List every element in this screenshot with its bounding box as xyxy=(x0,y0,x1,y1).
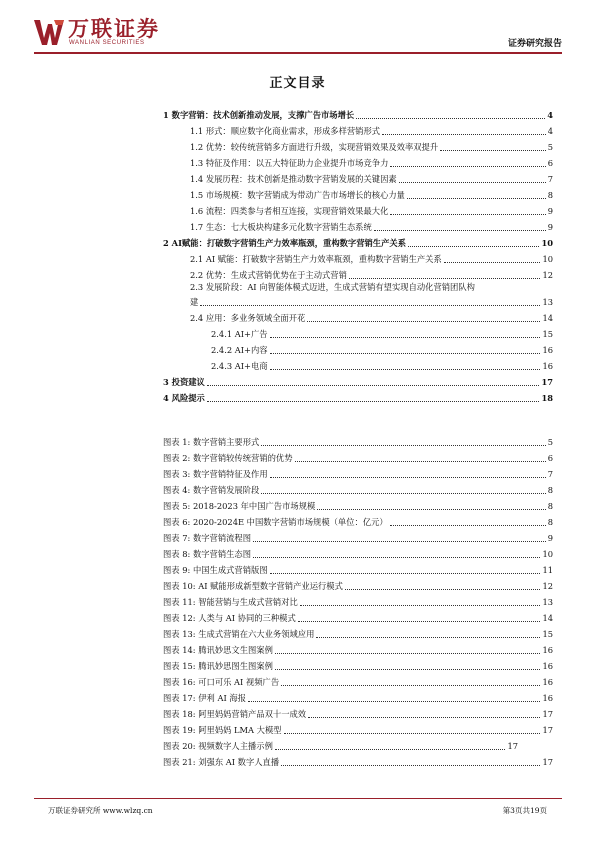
figure-item-page: 8 xyxy=(547,501,553,511)
toc-item-label: 2.4.1 AI+广告 xyxy=(211,329,268,339)
toc-leader xyxy=(356,118,545,119)
figure-item-page: 13 xyxy=(542,597,553,607)
toc-item-page: 17 xyxy=(541,377,553,387)
toc-item[interactable] xyxy=(163,393,553,404)
figure-list-item[interactable] xyxy=(163,709,553,720)
toc-item-label-line1: 2.3 发展阶段：AI 向智能体模式迈进，生成式营销有望实现自动化营销团队构 xyxy=(190,282,475,292)
figure-item-label: 图表 8: 数字营销生态图 xyxy=(163,549,252,559)
toc-item-page: 10 xyxy=(541,238,553,248)
toc-item-page: 14 xyxy=(542,313,553,323)
logo-english-text: WANLIAN SECURITIES xyxy=(69,40,145,46)
figure-leader xyxy=(275,669,541,670)
figure-list-item[interactable] xyxy=(163,661,553,672)
figure-leader xyxy=(275,749,506,750)
figure-leader xyxy=(270,477,546,478)
toc-item-label: 3 投资建议 xyxy=(163,377,205,387)
figure-item-page: 8 xyxy=(547,517,553,527)
toc-item-label: 2.4.3 AI+电商 xyxy=(211,361,268,371)
figure-leader xyxy=(253,541,546,542)
toc-item-label: 2.4.2 AI+内容 xyxy=(211,345,268,355)
toc-item-page: 15 xyxy=(542,329,553,339)
figure-leader xyxy=(281,685,540,686)
figure-item-label: 图表 3: 数字营销特征及作用 xyxy=(163,469,268,479)
toc-item-page: 8 xyxy=(547,190,553,200)
toc-item[interactable] xyxy=(163,377,553,388)
figure-item-page: 11 xyxy=(542,565,553,575)
toc-item-label: 4 风险提示 xyxy=(163,393,205,403)
toc-item-label: 1 数字营销：技术创新推动发展，支撑广告市场增长 xyxy=(163,110,355,120)
figure-list-item[interactable] xyxy=(163,485,553,496)
toc-item-label: 1.6 流程：四类参与者相互连接，实现营销效果最大化 xyxy=(190,206,389,216)
toc-item-page: 18 xyxy=(541,393,553,403)
figure-list-item[interactable] xyxy=(163,757,553,768)
toc-item-label: 1.1 形式：顺应数字化商业需求，形成多样营销形式 xyxy=(190,126,381,136)
toc-item-label: 2.1 AI 赋能：打破数字营销生产力效率瓶颈，重构数字营销生产关系 xyxy=(190,254,442,264)
figure-list-item[interactable] xyxy=(163,613,553,624)
figure-item-page: 7 xyxy=(547,469,553,479)
figure-item-page: 17 xyxy=(507,741,518,751)
toc-item-page: 9 xyxy=(547,222,553,232)
figure-leader xyxy=(281,765,540,766)
figure-leader xyxy=(317,509,545,510)
toc-item[interactable] xyxy=(163,110,553,121)
figure-item-page: 14 xyxy=(542,613,553,623)
figure-item-label: 图表 16: 可口可乐 AI 视频广告 xyxy=(163,677,280,687)
toc-item[interactable] xyxy=(190,297,553,308)
toc-item-label: 2.2 优势：生成式营销优势在于主动式营销 xyxy=(190,270,347,280)
figure-item-label: 图表 9: 中国生成式营销版图 xyxy=(163,565,268,575)
report-type-label: 证券研究报告 xyxy=(507,39,562,49)
toc-item[interactable] xyxy=(163,238,553,249)
toc-item[interactable] xyxy=(190,222,553,233)
figure-list-item[interactable] xyxy=(163,501,553,512)
toc-leader xyxy=(270,369,541,370)
figure-item-page: 12 xyxy=(542,581,553,591)
toc-leader xyxy=(408,246,539,247)
figure-list-item[interactable] xyxy=(163,645,553,656)
figure-item-label: 图表 19: 阿里妈妈 LMA 大模型 xyxy=(163,725,282,735)
figure-list-item[interactable] xyxy=(163,581,553,592)
toc-leader xyxy=(440,150,546,151)
figure-list-item[interactable] xyxy=(163,597,553,608)
figure-item-label: 图表 6: 2020-2024E 中国数字营销市场规模（单位：亿元） xyxy=(163,517,388,527)
figure-item-page: 15 xyxy=(542,629,553,639)
toc-item-page: 5 xyxy=(547,142,553,152)
figure-item-page: 16 xyxy=(542,677,553,687)
figure-leader xyxy=(253,557,540,558)
figure-item-label: 图表 5: 2018-2023 年中国广告市场规模 xyxy=(163,501,316,511)
figure-list-item[interactable] xyxy=(163,533,553,544)
figure-item-page: 16 xyxy=(542,645,553,655)
toc-leader xyxy=(390,214,545,215)
toc-leader xyxy=(207,385,540,386)
figure-item-label: 图表 2: 数字营销较传统营销的优势 xyxy=(163,453,293,463)
figure-leader xyxy=(308,717,540,718)
figure-item-page: 6 xyxy=(547,453,553,463)
figure-item-label: 图表 1: 数字营销主要形式 xyxy=(163,437,260,447)
toc-item-label: 1.5 市场规模：数字营销成为带动广告市场增长的核心力量 xyxy=(190,190,405,200)
figure-item-label: 图表 11: 智能营销与生成式营销对比 xyxy=(163,597,298,607)
figure-list-item[interactable] xyxy=(163,677,553,688)
toc-item[interactable] xyxy=(190,126,553,137)
figure-item-label: 图表 7: 数字营销流程图 xyxy=(163,533,252,543)
toc-item-page: 7 xyxy=(547,174,553,184)
toc-item[interactable] xyxy=(211,361,553,372)
toc-item-label: 1.4 发展历程：技术创新是推动数字营销发展的关键因素 xyxy=(190,174,397,184)
figure-item-page: 16 xyxy=(542,693,553,703)
toc-item-label: 2 AI赋能：打破数字营销生产力效率瓶颈，重构数字营销生产关系 xyxy=(163,238,406,248)
toc-item-page: 12 xyxy=(542,270,553,280)
page-number: 第3页共19页 xyxy=(502,806,547,815)
figure-leader xyxy=(270,573,541,574)
figure-item-page: 10 xyxy=(542,549,553,559)
toc-leader xyxy=(399,182,546,183)
toc-item-label: 建 xyxy=(190,297,199,307)
figure-leader xyxy=(300,605,541,606)
toc-item-page: 16 xyxy=(542,361,553,371)
figure-item-page: 17 xyxy=(542,725,553,735)
figure-list-item[interactable] xyxy=(163,437,553,448)
toc-leader xyxy=(307,321,540,322)
figure-list-item[interactable] xyxy=(163,741,518,752)
figure-list-item[interactable] xyxy=(163,565,553,576)
figure-item-label: 图表 15: 腾讯妙思图生图案例 xyxy=(163,661,273,671)
figure-leader xyxy=(284,733,541,734)
figure-item-label: 图表 21: 刘强东 AI 数字人直播 xyxy=(163,757,280,767)
toc-item-page: 4 xyxy=(547,110,553,120)
toc-item[interactable] xyxy=(190,174,553,185)
toc-leader xyxy=(200,305,540,306)
toc-leader xyxy=(444,262,541,263)
page-title: 正文目录 xyxy=(269,76,326,91)
figure-list-item[interactable] xyxy=(163,693,553,704)
figure-item-page: 17 xyxy=(542,709,553,719)
figure-item-page: 5 xyxy=(547,437,553,447)
figure-list-item[interactable] xyxy=(163,517,553,528)
figure-list-item[interactable] xyxy=(163,629,553,640)
toc-leader xyxy=(207,401,540,402)
figure-item-page: 17 xyxy=(542,757,553,767)
toc-item[interactable] xyxy=(190,206,553,217)
figure-item-page: 8 xyxy=(547,485,553,495)
footer-divider xyxy=(34,798,562,799)
figure-item-label: 图表 20: 视频数字人主播示例 xyxy=(163,741,273,751)
figure-leader xyxy=(275,653,541,654)
figure-leader xyxy=(261,445,545,446)
figure-item-page: 9 xyxy=(547,533,553,543)
figure-item-label: 图表 18: 阿里妈妈营销产品双十一成效 xyxy=(163,709,307,719)
toc-item-page: 9 xyxy=(547,206,553,216)
toc-leader xyxy=(270,353,541,354)
logo-chinese-text: 万联证券 xyxy=(68,17,160,41)
toc-item[interactable] xyxy=(211,329,553,340)
wanlian-logo-icon xyxy=(34,18,64,46)
figure-list-item[interactable] xyxy=(163,469,553,480)
toc-item-page: 10 xyxy=(542,254,553,264)
toc-item[interactable] xyxy=(190,270,553,281)
figure-list-item[interactable] xyxy=(163,453,553,464)
toc-item[interactable] xyxy=(211,345,553,356)
toc-item-page: 16 xyxy=(542,345,553,355)
toc-item[interactable] xyxy=(190,190,553,201)
figure-list-item[interactable] xyxy=(163,725,553,736)
toc-item[interactable] xyxy=(190,142,553,153)
figure-item-page: 16 xyxy=(542,661,553,671)
toc-item-label: 1.2 优势：较传统营销多方面进行升级，实现营销效果及效率双提升 xyxy=(190,142,439,152)
toc-item-label: 1.3 特征及作用：以五大特征助力企业提升市场竞争力 xyxy=(190,158,389,168)
toc-leader xyxy=(270,337,541,338)
toc-item-page: 6 xyxy=(547,158,553,168)
toc-item-page: 13 xyxy=(542,297,553,307)
figure-item-label: 图表 13: 生成式营销在六大业务领域应用 xyxy=(163,629,315,639)
toc-leader xyxy=(349,278,541,279)
toc-leader xyxy=(407,198,546,199)
figure-leader xyxy=(390,525,546,526)
figure-item-label: 图表 14: 腾讯妙思文生图案例 xyxy=(163,645,273,655)
toc-item[interactable] xyxy=(190,158,553,169)
toc-item-page: 4 xyxy=(547,126,553,136)
figure-item-label: 图表 4: 数字营销发展阶段 xyxy=(163,485,260,495)
figure-leader xyxy=(316,637,540,638)
footer-source: 万联证券研究所 www.wlzq.cn xyxy=(48,806,153,815)
toc-item-label: 1.7 生态：七大板块构建多元化数字营销生态系统 xyxy=(190,222,372,232)
toc-leader xyxy=(374,230,546,231)
figure-leader xyxy=(248,701,540,702)
figure-item-label: 图表 10: AI 赋能形成新型数字营销产业运行模式 xyxy=(163,581,343,591)
toc-leader xyxy=(382,134,546,135)
page-header xyxy=(34,17,562,49)
toc-item[interactable] xyxy=(190,254,553,265)
header-divider xyxy=(34,52,562,54)
toc-item[interactable] xyxy=(190,313,553,324)
toc-leader xyxy=(390,166,545,167)
figure-leader xyxy=(295,461,546,462)
toc-item-label: 2.4 应用：多业务领域全面开花 xyxy=(190,313,306,323)
figure-leader xyxy=(298,621,541,622)
figure-leader xyxy=(345,589,541,590)
figure-item-label: 图表 17: 伊利 AI 海报 xyxy=(163,693,246,703)
figure-leader xyxy=(261,493,545,494)
figure-list-item[interactable] xyxy=(163,549,553,560)
figure-item-label: 图表 12: 人类与 AI 协同的三种模式 xyxy=(163,613,296,623)
